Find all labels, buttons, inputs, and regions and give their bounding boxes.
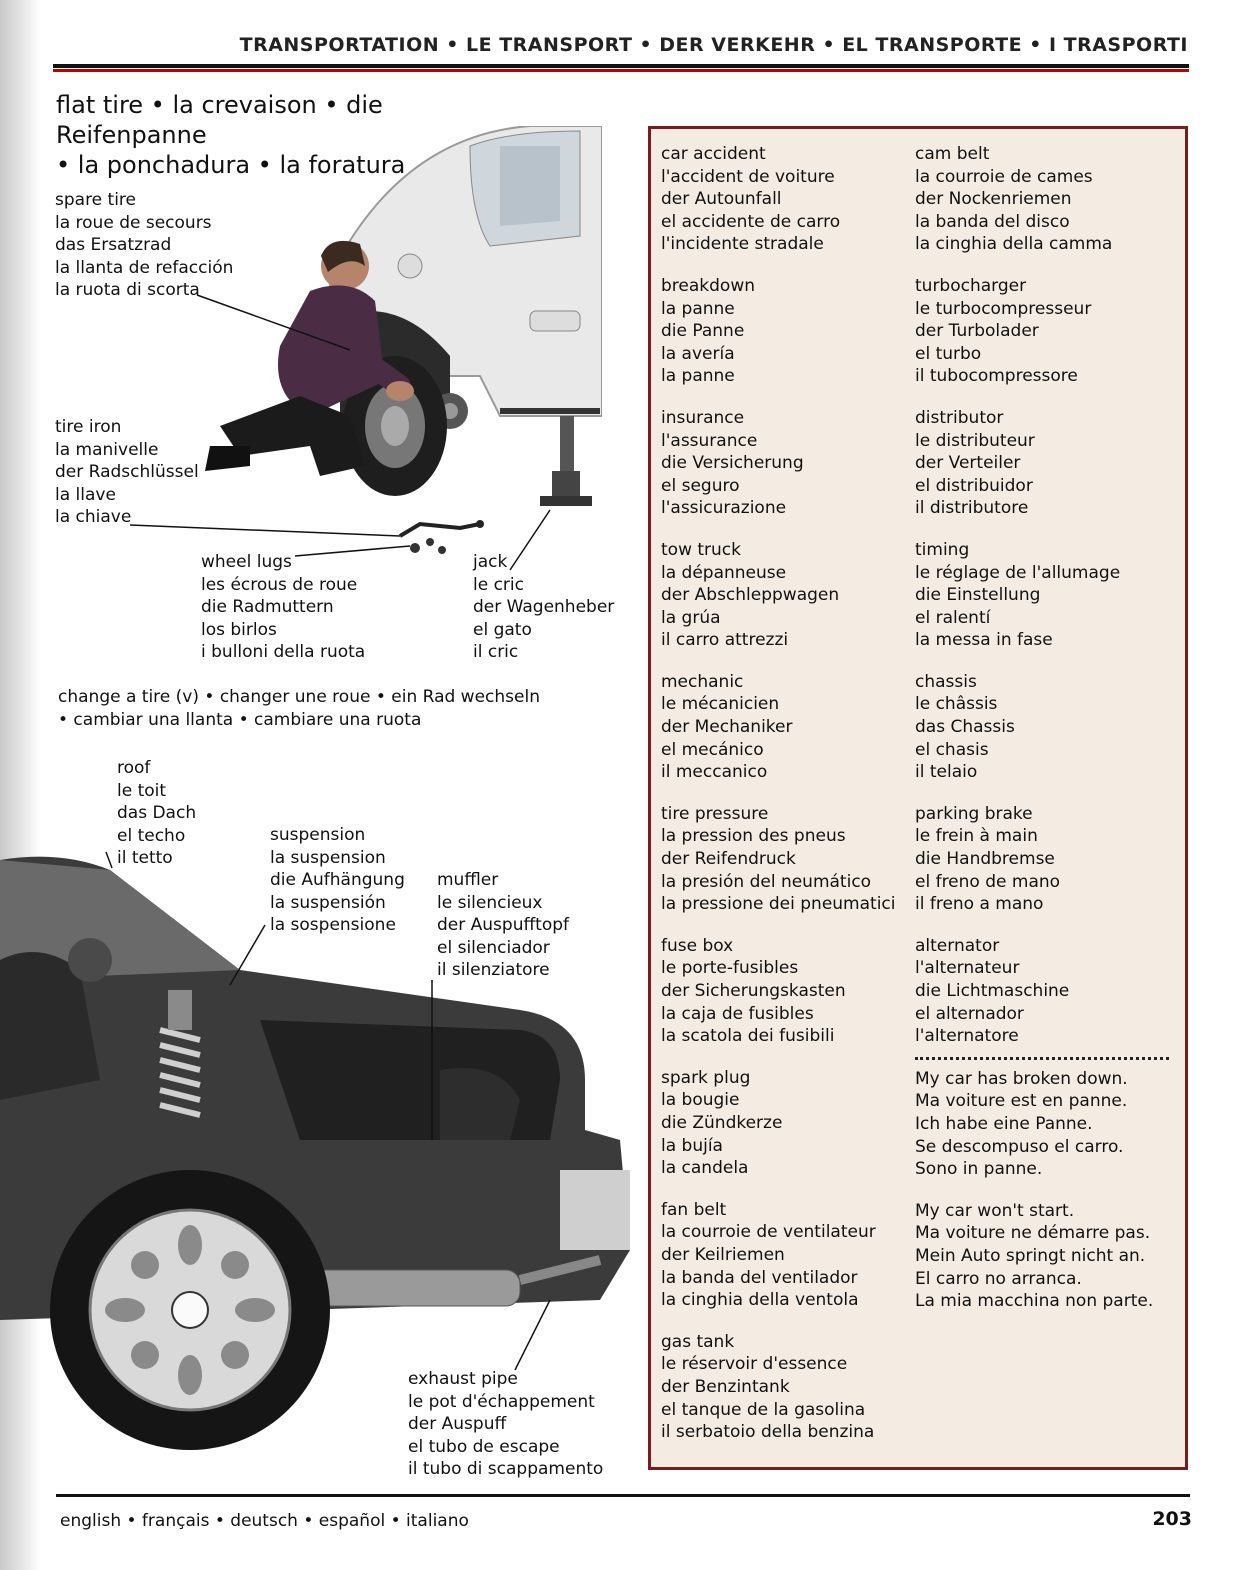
- vocab-term-en: distributor: [915, 407, 1004, 428]
- vocab-term-en: breakdown: [661, 275, 755, 296]
- suspension-fr: la suspension: [270, 847, 386, 868]
- vocab-translation: la avería: [661, 343, 735, 364]
- vocab-term-en: tire pressure: [661, 803, 769, 824]
- tire-iron-fr: la manivelle: [55, 439, 159, 460]
- vocab-term-en: chassis: [915, 671, 977, 692]
- vocab-translation: die Zündkerze: [661, 1112, 783, 1133]
- wheel-lugs-es: los birlos: [201, 619, 277, 640]
- vocab-entry: [915, 275, 1165, 388]
- vocab-entry: [661, 671, 911, 784]
- vocab-entry: [661, 803, 911, 916]
- vocab-entry: [915, 1200, 1165, 1313]
- vocab-translation: der Keilriemen: [661, 1244, 785, 1265]
- vocab-entry: [915, 803, 1165, 916]
- vocab-translation: le porte-fusibles: [661, 958, 799, 979]
- jack-en: jack: [473, 552, 508, 572]
- vocab-term-en: insurance: [661, 407, 745, 428]
- vocab-translation: la banda del disco: [915, 211, 1070, 232]
- page-header-title: TRANSPORTATION • LE TRANSPORT • DER VERKEHR • EL TRANSPORTE • I TRASPORTI: [239, 34, 1188, 56]
- vocab-term-en: timing: [915, 539, 970, 560]
- footer-languages: english • français • deutsch • español • italiano: [60, 1511, 469, 1531]
- vocab-term-en: My car won't start.: [915, 1200, 1075, 1221]
- wheel-lugs-it: i bulloni della ruota: [201, 642, 366, 662]
- vocab-term-en: parking brake: [915, 803, 1033, 824]
- vocab-translation: die Panne: [661, 321, 745, 342]
- spare-tire-es: la llanta de refacción: [55, 257, 234, 278]
- change-tire-line-1: change a tire (v) • changer une roue • ein Rad wechseln: [58, 687, 540, 707]
- vocab-entry: [915, 407, 1165, 520]
- vocab-entry: [915, 671, 1165, 784]
- jack-fr: le cric: [473, 574, 524, 595]
- jack-es: el gato: [473, 619, 532, 640]
- vocab-translation: die Einstellung: [915, 585, 1041, 606]
- footer-rule: [56, 1494, 1190, 1497]
- vocab-translation: die Lichtmaschine: [915, 981, 1070, 1001]
- dotted-divider: [915, 1057, 1169, 1060]
- vocab-translation: l'assurance: [661, 430, 758, 451]
- exhaust-pipe-en: exhaust pipe: [408, 1369, 518, 1389]
- suspension-en: suspension: [270, 825, 366, 845]
- vocab-term-en: mechanic: [661, 671, 744, 692]
- vocab-translation: la cinghia della camma: [915, 234, 1113, 255]
- spare-tire-leader-line: [195, 285, 355, 355]
- suspension-de: die Aufhängung: [270, 870, 405, 890]
- vocab-entry: [915, 1068, 1165, 1181]
- vocab-term-en: fan belt: [661, 1199, 727, 1220]
- vocabulary-right-column: [915, 143, 1165, 1332]
- vocab-translation: la panne: [661, 366, 735, 387]
- vocab-translation: Ma voiture ne démarre pas.: [915, 1223, 1151, 1244]
- vocab-entry: [661, 143, 911, 256]
- vocab-translation: il distributore: [915, 498, 1029, 519]
- roof-fr: le toit: [117, 780, 167, 801]
- vocab-translation: la courroie de cames: [915, 166, 1093, 187]
- suspension-es: la suspensión: [270, 892, 386, 913]
- vocab-entry: [661, 539, 911, 652]
- vocab-translation: l'incidente stradale: [661, 234, 824, 255]
- vocab-translation: il serbatoio della benzina: [661, 1422, 875, 1443]
- vocab-translation: il freno a mano: [915, 894, 1044, 915]
- vocab-translation: el freno de mano: [915, 871, 1061, 892]
- roof-es: el techo: [117, 825, 186, 846]
- muffler-es: el silenciador: [437, 937, 550, 958]
- vocab-translation: le turbocompresseur: [915, 298, 1092, 319]
- vocab-translation: la banda del ventilador: [661, 1267, 858, 1288]
- flat-tire-line-2: • la ponchadura • la foratura: [56, 151, 406, 179]
- vocab-translation: le réglage de l'allumage: [915, 562, 1121, 583]
- vocab-translation: il tubocompressore: [915, 366, 1078, 387]
- roof-de: das Dach: [117, 803, 197, 823]
- vocab-translation: le frein à main: [915, 826, 1038, 847]
- vocab-entry: [661, 275, 911, 388]
- change-tire-heading: [58, 686, 578, 732]
- vocab-translation: der Abschleppwagen: [661, 585, 840, 606]
- vocab-translation: der Verteiler: [915, 453, 1021, 474]
- vocab-translation: Se descompuso el carro.: [915, 1136, 1124, 1157]
- vocab-translation: la bujía: [661, 1135, 723, 1156]
- tire-iron-it: la chiave: [55, 507, 132, 527]
- vocab-entry: [661, 407, 911, 520]
- vocab-translation: Mein Auto springt nicht an.: [915, 1245, 1146, 1266]
- vocab-translation: le distributeur: [915, 430, 1035, 451]
- vocab-translation: El carro no arranca.: [915, 1268, 1082, 1289]
- suspension-it: la sospensione: [270, 915, 396, 935]
- vocab-translation: Sono in panne.: [915, 1159, 1043, 1180]
- vocab-term-en: My car has broken down.: [915, 1068, 1128, 1089]
- vocab-term-en: spark plug: [661, 1067, 751, 1088]
- vocab-translation: el mecánico: [661, 739, 764, 760]
- tire-iron-de: der Radschlüssel: [55, 462, 199, 482]
- vocab-term-en: cam belt: [915, 144, 990, 164]
- muffler-fr: le silencieux: [437, 892, 543, 913]
- vocab-translation: l'accident de voiture: [661, 166, 835, 187]
- vocab-term-en: car accident: [661, 144, 766, 164]
- vocab-translation: il telaio: [915, 762, 978, 783]
- wheel-lugs-en: wheel lugs: [201, 552, 292, 572]
- vocab-term-en: turbocharger: [915, 275, 1027, 296]
- vocab-entry: [661, 1199, 911, 1312]
- vocab-translation: la candela: [661, 1158, 749, 1179]
- tire-iron-es: la llave: [55, 484, 116, 505]
- vocab-translation: la caja de fusibles: [661, 1003, 814, 1024]
- vocab-translation: l'alternateur: [915, 958, 1020, 979]
- vocab-translation: la grúa: [661, 607, 721, 628]
- exhaust-pipe-it: il tubo di scappamento: [408, 1459, 604, 1479]
- exhaust-pipe-de: der Auspuff: [408, 1414, 507, 1434]
- vocab-term-en: alternator: [915, 935, 1000, 956]
- vocab-translation: la pressione dei pneumatici: [661, 894, 896, 915]
- roof-it: il tetto: [117, 848, 173, 868]
- vocab-translation: la pression des pneus: [661, 826, 846, 847]
- spare-tire-it: la ruota di scorta: [55, 280, 200, 300]
- vocabulary-left-column: [661, 143, 911, 1463]
- vocab-translation: das Chassis: [915, 717, 1015, 738]
- vocab-translation: el alternador: [915, 1003, 1024, 1024]
- muffler-label: [437, 869, 569, 982]
- tire-iron-en: tire iron: [55, 417, 122, 437]
- vocab-term-en: gas tank: [661, 1331, 735, 1352]
- header-rule-red: [53, 69, 1189, 72]
- vocab-term-en: tow truck: [661, 539, 741, 560]
- vocab-entry: [661, 935, 911, 1048]
- jack-de: der Wagenheber: [473, 597, 615, 617]
- roof-en: roof: [117, 758, 151, 778]
- vocab-translation: Ma voiture est en panne.: [915, 1091, 1128, 1112]
- vocab-translation: el turbo: [915, 343, 982, 364]
- jack-leader-line: [505, 505, 555, 575]
- wheel-lugs-de: die Radmuttern: [201, 597, 334, 617]
- vocab-translation: die Handbremse: [915, 849, 1055, 870]
- spare-tire-en: spare tire: [55, 190, 137, 210]
- vocab-translation: l'assicurazione: [661, 498, 787, 519]
- vocab-translation: el tanque de la gasolina: [661, 1399, 866, 1420]
- vocab-translation: il carro attrezzi: [661, 630, 789, 651]
- exhaust-pipe-fr: le pot d'échappement: [408, 1391, 595, 1412]
- vocab-translation: il meccanico: [661, 762, 768, 783]
- vocab-translation: Ich habe eine Panne.: [915, 1113, 1093, 1134]
- vocab-translation: la dépanneuse: [661, 562, 787, 583]
- spare-tire-de: das Ersatzrad: [55, 235, 172, 255]
- vocab-term-en: fuse box: [661, 935, 734, 956]
- vocab-entry: [661, 1331, 911, 1444]
- muffler-it: il silenziatore: [437, 960, 550, 980]
- vocab-translation: la messa in fase: [915, 630, 1053, 651]
- vocab-translation: l'alternatore: [915, 1026, 1019, 1047]
- vocabulary-box: [648, 126, 1188, 1470]
- vocab-translation: La mia macchina non parte.: [915, 1291, 1154, 1312]
- vocab-translation: la presión del neumático: [661, 871, 872, 892]
- page-number: 203: [1152, 1508, 1192, 1530]
- vocab-translation: el seguro: [661, 475, 740, 496]
- vocab-translation: el accidente de carro: [661, 211, 841, 232]
- vocab-translation: la cinghia della ventola: [661, 1290, 859, 1311]
- vocab-translation: le châssis: [915, 694, 998, 715]
- vocab-entry: [915, 935, 1165, 1048]
- vocab-translation: le mécanicien: [661, 694, 780, 715]
- change-tire-line-2: • cambiar una llanta • cambiare una ruota: [58, 710, 422, 730]
- muffler-de: der Auspufftopf: [437, 915, 570, 935]
- exhaust-pipe-label: [408, 1368, 603, 1481]
- exhaust-pipe-es: el tubo de escape: [408, 1436, 560, 1457]
- vocab-translation: la bougie: [661, 1090, 740, 1111]
- vocab-translation: le réservoir d'essence: [661, 1354, 848, 1375]
- vocab-entry: [915, 143, 1165, 256]
- vocab-translation: der Mechaniker: [661, 717, 793, 738]
- vocab-translation: der Benzintank: [661, 1376, 790, 1397]
- vocab-translation: der Sicherungskasten: [661, 981, 846, 1001]
- vocab-translation: el distribuidor: [915, 475, 1033, 496]
- suspension-label: [270, 824, 405, 937]
- vocab-translation: la scatola dei fusibili: [661, 1026, 835, 1047]
- spare-tire-fr: la roue de secours: [55, 212, 212, 233]
- vocab-translation: la panne: [661, 298, 735, 319]
- vocab-translation: der Turbolader: [915, 321, 1039, 342]
- muffler-en: muffler: [437, 870, 499, 890]
- vocab-translation: der Nockenriemen: [915, 189, 1072, 210]
- vocab-translation: el ralentí: [915, 607, 991, 628]
- vocab-translation: der Autounfall: [661, 189, 782, 210]
- roof-label: [117, 757, 196, 870]
- wheel-lugs-label: [201, 551, 365, 664]
- vocab-translation: la courroie de ventilateur: [661, 1222, 876, 1243]
- vocab-translation: die Versicherung: [661, 453, 804, 474]
- vocab-translation: der Reifendruck: [661, 849, 796, 870]
- flat-tire-line-1: flat tire • la crevaison • die Reifenpanne: [56, 91, 383, 149]
- vocab-entry: [661, 1067, 911, 1180]
- wheel-lugs-fr: les écrous de roue: [201, 574, 358, 595]
- vocab-translation: el chasis: [915, 739, 989, 760]
- header-rule: [53, 64, 1189, 68]
- jack-it: il cric: [473, 642, 519, 662]
- vocab-entry: [915, 539, 1165, 652]
